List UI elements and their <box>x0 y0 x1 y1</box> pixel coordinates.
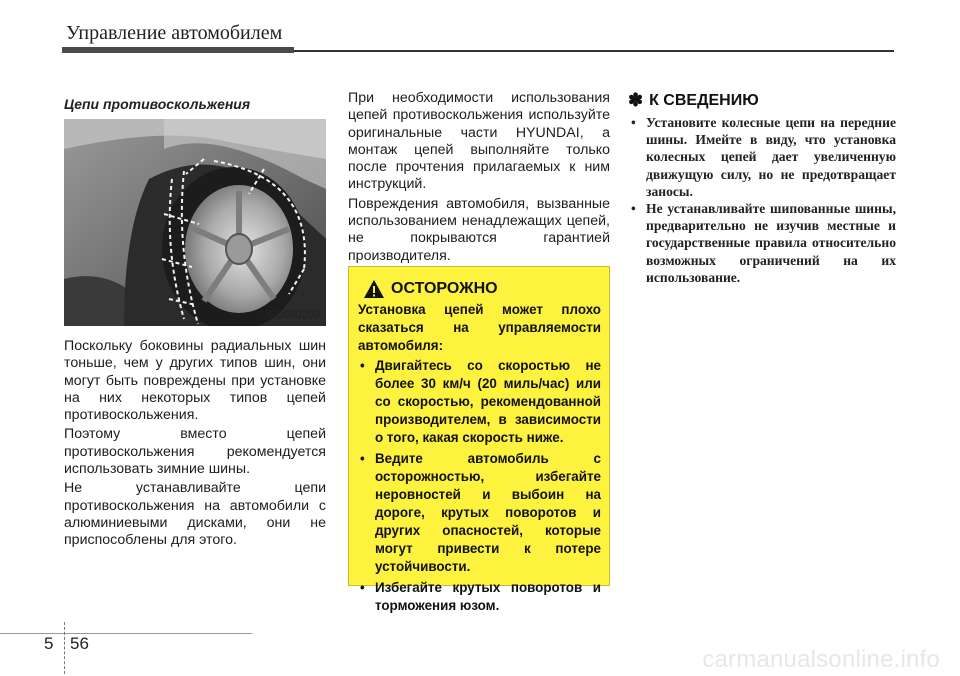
info-list <box>628 114 896 286</box>
paragraph: Не устанавливайте цепи противоскольжения на автомобили с алюминиевыми дисками, они не приспособлены для этого. <box>64 480 326 549</box>
wheel-with-chain-illustration <box>64 119 326 326</box>
warning-box <box>348 266 610 613</box>
figure-code: OED050200 <box>259 309 320 321</box>
warning-header <box>363 279 601 299</box>
warning-item: • Двигайтесь со скоростью не более 30 км/ч (20 миль/час) или со скоростью, рекомендованной производителем, в зависимости о того, какая скорость ниже. <box>358 357 601 447</box>
paragraph: При необходимости использования цепей противоскольжения используйте оригинальные части HYUNDAI, а монтаж цепей выполняйте только после прочтения прилагаемых к ним инструкций. <box>348 90 610 193</box>
footer-rule <box>0 633 252 634</box>
footer-divider <box>64 622 65 674</box>
asterisk-icon: ✽ <box>628 90 644 110</box>
middle-column-text <box>348 90 610 265</box>
info-title: К СВЕДЕНИЮ <box>649 91 759 109</box>
paragraph: Поэтому вместо цепей противоскольжения рекомендуется использовать зимние шины. <box>64 426 326 478</box>
snow-chain-figure <box>64 119 326 326</box>
warning-item: • Ведите автомобиль с осторожностью, избегайте неровностей и выбоин на дороге, крутых поворотов и других опасностей, которые могут привести к потере устойчивости. <box>358 450 601 576</box>
header-accent-bar <box>62 47 294 53</box>
warning-title: ОСТОРОЖНО <box>391 280 498 297</box>
paragraph: Повреждения автомобиля, вызванные использованием ненадлежащих цепей, не покрываются гарантией производителя. <box>348 195 610 264</box>
warning-item: • Избегайте крутых поворотов и торможения юзом. <box>358 579 601 615</box>
section-title: Цепи противоскольжения <box>64 96 251 112</box>
warning-list <box>358 357 601 615</box>
info-item: • Установите колесные цепи на передние шины. Имейте в виду, что установка колесных цепей дает увеличенную движущую силу, но не предотвращает заносы. <box>628 114 896 200</box>
info-item: • Не устанавливайте шипованные шины, предварительно не изучив местные и государственные правила относительно возможных ограничений на их использование. <box>628 200 896 286</box>
page-number: 56 <box>70 634 89 653</box>
header-divider <box>294 50 894 52</box>
warning-triangle-icon <box>363 279 385 299</box>
page-header-title: Управление автомобилем <box>66 22 283 44</box>
watermark: carmanualsonline.info <box>702 646 940 673</box>
chapter-number: 5 <box>44 634 54 653</box>
paragraph: Поскольку боковины радиальных шин тоньше, чем у других типов шин, они могут быть повреждены при установке на них некоторых типов цепей противоскольжения. <box>64 338 326 424</box>
info-header <box>628 90 759 111</box>
left-column-text <box>64 338 326 550</box>
warning-intro: Установка цепей может плохо сказаться на управляемости автомобиля: <box>358 302 601 353</box>
